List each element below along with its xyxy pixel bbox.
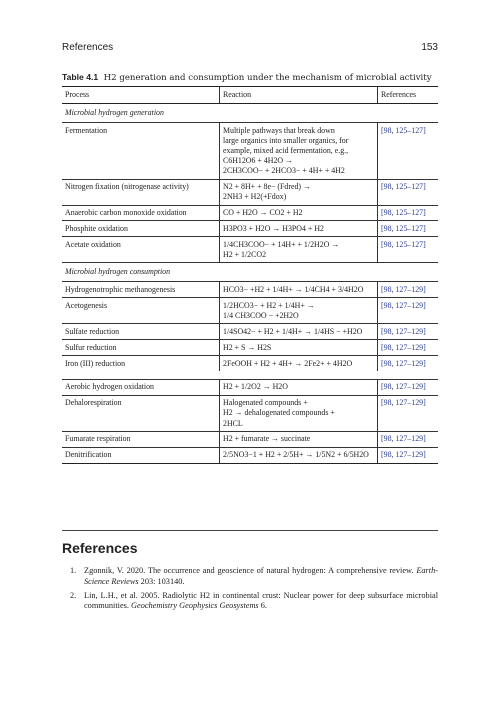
table-row [62, 237, 438, 263]
reference-cell: [98, 127–129] [378, 324, 439, 340]
reaction-cell [220, 298, 378, 324]
running-header-section: References [62, 42, 114, 53]
section-divider [62, 530, 438, 531]
reference-authors: Zgonnik, V. 2020. The occurrence and geoscience of natural hydrogen: A comprehensive review. [84, 566, 414, 575]
reaction-cell [220, 221, 378, 237]
table-row [62, 205, 438, 221]
row-gap [62, 371, 438, 380]
table-title: H2 generation and consumption under the mechanism of microbial activity [103, 73, 432, 83]
reference-cell: [98, 127–129] [378, 282, 439, 298]
table-row [62, 221, 438, 237]
reaction-cell [220, 179, 378, 205]
section-heading: Microbial hydrogen consumption [62, 263, 438, 282]
reaction-line: Multiple pathways that break down [223, 125, 335, 135]
reference-details: 203: 103140. [138, 576, 185, 586]
hydrogen-table [62, 86, 438, 464]
reaction-line: 1/4SO42− + H2 + 1/4H+ → 1/4HS − +H2O [223, 326, 363, 336]
process-cell: Acetate oxidation [62, 237, 220, 263]
process-cell: Dehalorespiration [62, 395, 220, 431]
references-list [62, 566, 438, 615]
reaction-cell [220, 340, 378, 356]
reference-journal: Geochemistry Geophysics Geosystems [131, 601, 259, 611]
running-header [62, 42, 438, 56]
reference-cell: [98, 125–127] [378, 205, 439, 221]
table-row [62, 324, 438, 340]
reference-item [62, 566, 438, 588]
table-row [62, 395, 438, 431]
reaction-cell [220, 324, 378, 340]
process-cell: Hydrogenotrophic methanogenesis [62, 282, 220, 298]
process-cell: Fermentation [62, 123, 220, 179]
reaction-line: 2CH3COO− + 2HCO3− + 4H+ + 4H2 [223, 166, 345, 176]
table-row [62, 340, 438, 356]
process-cell: Sulfur reduction [62, 340, 220, 356]
column-header: Reaction [220, 87, 378, 104]
references-heading: References [62, 540, 138, 556]
process-cell: Anaerobic carbon monoxide oxidation [62, 205, 220, 221]
section-heading: Microbial hydrogen generation [65, 108, 164, 118]
reaction-cell [220, 123, 378, 179]
reaction-line: H2 + 1/2O2 → H2O [223, 382, 288, 392]
process-cell: Denitrification [62, 447, 220, 463]
reference-cell: [98, 125–127] [378, 179, 439, 205]
reference-cell: [98, 127–129] [378, 356, 439, 371]
reaction-line: 2HCL [223, 418, 243, 428]
reaction-line: H2 → dehalogenated compounds + [223, 408, 335, 418]
reaction-line: N2 + 8H+ + 8e− (Fdred) → [223, 181, 311, 191]
table-header-row [62, 87, 438, 104]
table-row [62, 282, 438, 298]
reference-item [62, 591, 438, 613]
reaction-line: H2 + 1/2CO2 [223, 249, 267, 259]
reaction-line: large organics into smaller organics, for [223, 135, 349, 145]
table-row [62, 432, 438, 448]
reaction-cell [220, 380, 378, 396]
table-caption [62, 72, 438, 83]
table-row [62, 123, 438, 179]
reference-details: 6. [258, 601, 267, 611]
reference-cell: [98, 127–129] [378, 432, 439, 448]
reaction-line: 2NH3 + H2(+Fdox) [223, 192, 287, 202]
reference-cell: [98, 127–129] [378, 298, 439, 324]
table-row [62, 356, 438, 371]
process-cell: Iron (III) reduction [62, 356, 220, 371]
reaction-line: CO + H2O → CO2 + H2 [223, 207, 303, 217]
section-heading-row [62, 263, 438, 282]
reaction-line: H3PO3 + H2O → H3PO4 + H2 [223, 223, 324, 233]
process-cell: Aerobic hydrogen oxidation [62, 380, 220, 396]
reference-journal: Earth-Science Reviews [84, 566, 438, 586]
reaction-cell [220, 432, 378, 448]
process-cell: Acetogenesis [62, 298, 220, 324]
reference-number: 1. [70, 566, 77, 575]
table-row [62, 179, 438, 205]
reaction-cell [220, 282, 378, 298]
table-label: Table 4.1 [62, 72, 99, 82]
reference-cell: [98, 127–129] [378, 380, 439, 396]
reaction-line: 2FeOOH + H2 + 4H+ → 2Fe2+ + 4H2O [223, 358, 353, 368]
reference-cell: [98, 125–127] [378, 221, 439, 237]
section-heading-row [62, 104, 438, 123]
reference-cell: [98, 125–127] [378, 237, 439, 263]
reaction-cell [220, 205, 378, 221]
reference-number: 2. [70, 590, 77, 600]
reference-cell: [98, 127–129] [378, 395, 439, 431]
reference-cell: [98, 127–129] [378, 340, 439, 356]
reaction-cell [220, 237, 378, 263]
table-row [62, 298, 438, 324]
column-header: Process [62, 87, 220, 104]
process-cell: Phosphite oxidation [62, 221, 220, 237]
column-header: References [378, 87, 439, 104]
reaction-line: HCO3− +H2 + 1/4H+ → 1/4CH4 + 3/4H2O [223, 284, 364, 294]
reference-cell: [98, 127–129] [378, 447, 439, 463]
reaction-line: 1/4 CH3COO − +2H2O [223, 310, 299, 320]
process-cell: Nitrogen fixation (nitrogenase activity) [62, 179, 220, 205]
process-cell: Sulfate reduction [62, 324, 220, 340]
reference-authors: Lin, L.H., et al. 2005. Radiolytic H2 in continental crust: Nuclear power for deep subsurface microbial communities. [84, 590, 438, 611]
reaction-line: 2/5NO3−1 + H2 + 2/5H+ → 1/5N2 + 6/5H2O [223, 450, 369, 460]
reaction-line: H2 + fumarate → succinate [223, 434, 311, 444]
reaction-line: 1/4CH3COO− + 14H+ + 1/2H2O → [223, 239, 340, 249]
reaction-cell [220, 356, 378, 371]
reaction-cell [220, 395, 378, 431]
reaction-line: C6H12O6 + 4H2O → [223, 155, 293, 165]
table-row [62, 380, 438, 396]
reaction-line: H2 + S → H2S [223, 342, 272, 352]
reference-cell: [98, 125–127] [378, 123, 439, 179]
reaction-line: Halogenated compounds + [223, 398, 308, 408]
reaction-cell [220, 447, 378, 463]
table-row [62, 447, 438, 463]
reaction-line: 1/2HCO3− + H2 + 1/4H+ → [223, 300, 315, 310]
page-number: 153 [421, 42, 438, 53]
process-cell: Fumarate respiration [62, 432, 220, 448]
reaction-line: example, mixed acid fermentation, e.g., [223, 145, 349, 155]
